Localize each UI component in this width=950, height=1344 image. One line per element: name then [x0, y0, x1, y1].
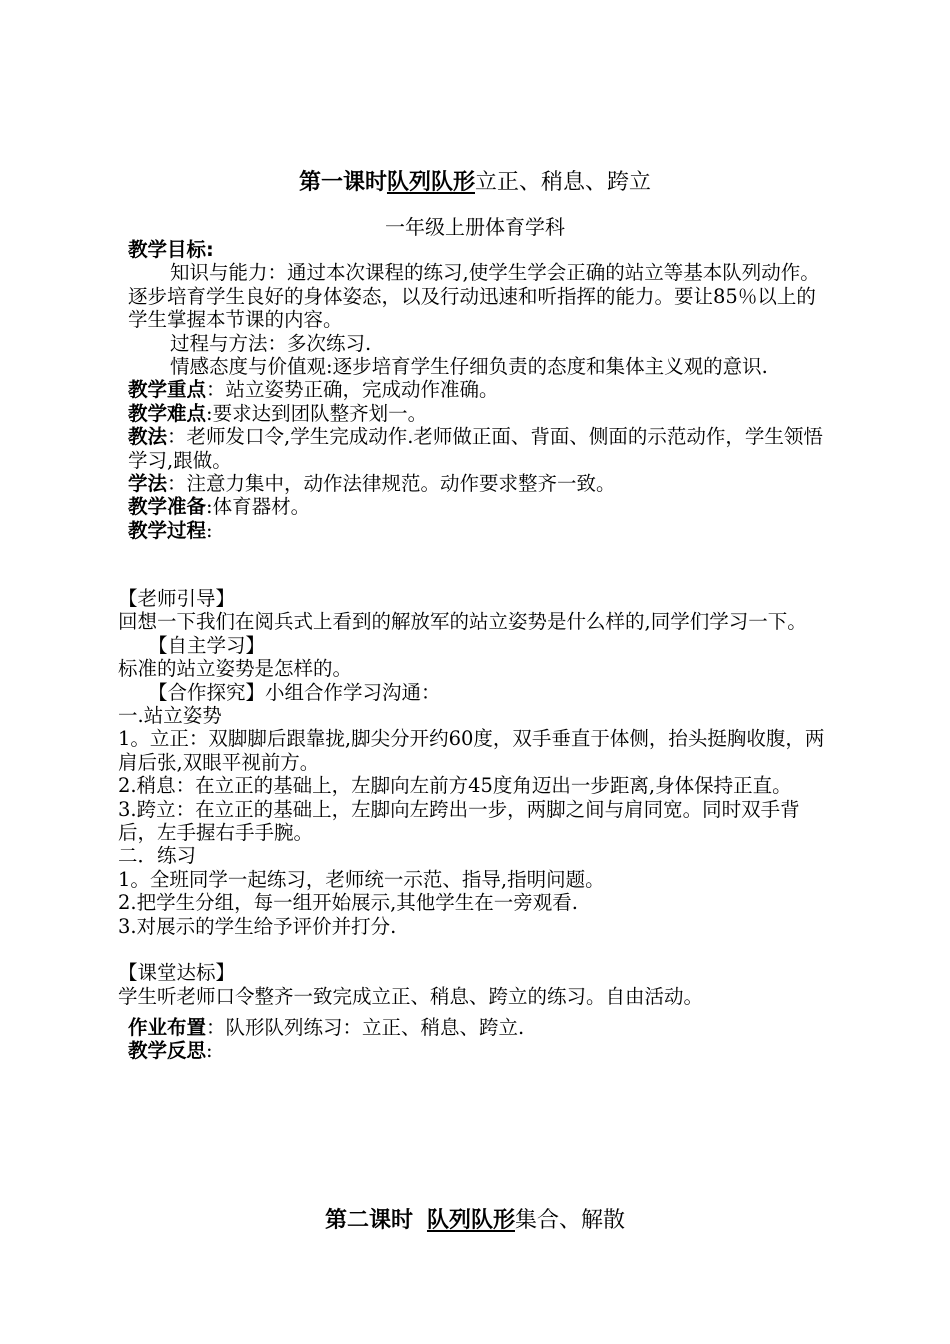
lesson2-title-content: 集合、解散: [515, 1208, 626, 1233]
item-at-ease: 2.稍息：在立正的基础上，左脚向左前方45度角迈出一步距离,身体保持正直。: [118, 774, 792, 798]
self-study-text: 标准的站立姿势是怎样的。: [118, 657, 353, 681]
blank-line: [118, 938, 828, 961]
learning-method: 学法：注意力集中，动作法律规范。动作要求整齐一致。: [128, 472, 616, 496]
practice-item-3: 3.对展示的学生给予评价并打分.: [118, 914, 397, 938]
procedure: 教学过程:: [128, 518, 213, 542]
lesson2-title: [0, 1206, 950, 1236]
practice-item-2: 2.把学生分组，每一组开始展示,其他学生在一旁观看.: [118, 891, 579, 915]
homework: 作业布置：队形队列练习：立正、稍息、跨立.: [128, 1016, 525, 1039]
procedure-body: [118, 587, 828, 1008]
lesson1-title-content: 立正、稍息、跨立: [475, 170, 652, 195]
section-standing: 一.站立姿势: [118, 704, 222, 728]
classroom-heading: 【课堂达标】: [118, 961, 236, 985]
lesson2-title-topic: 队列队形: [426, 1208, 515, 1233]
key-point: 教学重点：站立姿势正确，完成动作准确。: [128, 378, 499, 402]
cooperation-heading: 【合作探究】小组合作学习沟通：: [148, 680, 441, 704]
guide-text: 回想一下我们在阅兵式上看到的解放军的站立姿势是什么样的,同学们学习一下。: [118, 610, 807, 634]
guide-heading: 【老师引导】: [118, 587, 236, 610]
teaching-method: 教法：老师发口令,学生完成动作.老师做正面、背面、侧面的示范动作，学生领悟学习,跟做。: [128, 425, 823, 472]
lesson1-title-number: 第一课时: [298, 170, 387, 195]
lesson1-title-topic: 队列队形: [386, 170, 475, 195]
lesson1-subtitle: 一年级上册体育学科: [385, 215, 565, 239]
self-study-heading: 【自主学习】: [148, 633, 266, 657]
objective-attitude: 情感态度与价值观:逐步培育学生仔细负责的态度和集体主义观的意识.: [170, 355, 768, 379]
lesson1-title: [0, 168, 950, 198]
item-parade-rest: 3.跨立：在立正的基础上，左脚向左跨出一步，两脚之间与肩同宽。同时双手背后，左手握右手手腕。: [118, 797, 800, 845]
section-practice: 二．练习: [118, 844, 197, 868]
reflection: 教学反思:: [128, 1039, 213, 1063]
preparation: 教学准备:体育器材。: [128, 495, 311, 519]
objectives-heading: 教学目标:: [128, 238, 214, 261]
objective-process: 过程与方法：多次练习.: [170, 331, 372, 355]
lesson-plan-body: [128, 238, 828, 542]
objective-knowledge: 知识与能力：通过本次课程的练习,使学生学会正确的站立等基本队列动作。逐步培育学生良好的身体姿态，以及行动迅速和听指挥的能力。要让85％以上的学生掌握本节课的内容。: [128, 261, 820, 332]
item-attention: 1。立正：双脚脚后跟靠拢,脚尖分开约60度，双手垂直于体侧，抬头挺胸收腹，两肩后张,双眼平视前方。: [118, 727, 825, 774]
closing-body: [128, 1016, 828, 1063]
lesson2-title-number: 第二课时: [324, 1208, 413, 1233]
practice-item-1: 1。全班同学一起练习，老师统一示范、指导,指明问题。: [118, 867, 605, 891]
difficulty: 教学难点:要求达到团队整齐划一。: [128, 401, 428, 425]
classroom-text: 学生听老师口令整齐一致完成立正、稍息、跨立的练习。自由活动。: [118, 984, 704, 1008]
